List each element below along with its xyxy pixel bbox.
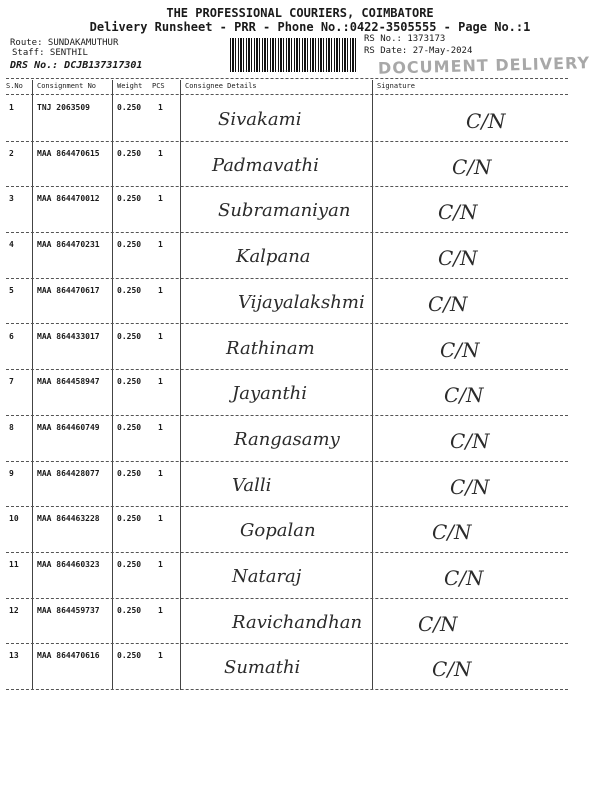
serial-number: 2	[9, 148, 14, 158]
pieces-count: 1	[158, 194, 163, 204]
serial-number: 8	[9, 422, 14, 432]
pieces-count: 1	[158, 560, 163, 569]
consignee-name: Jayanthi	[232, 383, 308, 405]
serial-number: 3	[9, 194, 14, 204]
weight-value: 0.250	[117, 605, 142, 615]
barcode-image	[230, 38, 356, 72]
table-row	[0, 553, 600, 598]
consignment-number: MAA 864460323	[37, 560, 100, 569]
pieces-count: 1	[158, 605, 163, 615]
serial-number: 9	[9, 468, 14, 478]
weight-value: 0.250	[117, 194, 142, 204]
consignee-name: Sivakami	[218, 109, 302, 130]
signature-mark: C/N	[450, 474, 490, 499]
consignment-number: MAA 864470231	[37, 240, 100, 250]
col-header-consignee: Consignee Details	[185, 82, 257, 90]
pieces-count: 1	[158, 514, 163, 524]
consignment-number: MAA 864458947	[37, 377, 100, 387]
weight-value: 0.250	[117, 285, 142, 295]
pieces-count: 1	[158, 240, 163, 250]
weight-value: 0.250	[117, 240, 142, 250]
table-row	[0, 279, 600, 324]
consignment-number: MAA 864459737	[37, 605, 100, 615]
header-bottom-rule	[6, 94, 568, 95]
signature-mark: C/N	[438, 246, 478, 271]
pieces-count: 1	[158, 148, 163, 158]
serial-number: 5	[9, 285, 14, 295]
signature-mark: C/N	[418, 611, 458, 636]
signature-mark: C/N	[438, 200, 478, 225]
drs-number: DRS No.: DCJB137317301	[10, 60, 143, 71]
signature-mark: C/N	[440, 337, 480, 362]
serial-number: 13	[9, 651, 19, 661]
weight-value: 0.250	[117, 422, 142, 432]
consignee-name: Subramaniyan	[218, 200, 351, 222]
table-row	[0, 233, 600, 278]
consignee-name: Gopalan	[240, 520, 316, 542]
table-row	[0, 96, 600, 141]
signature-mark: C/N	[432, 520, 472, 545]
table-row	[0, 416, 600, 461]
pieces-count: 1	[158, 103, 163, 112]
col-header-consignment: Consignment No	[37, 82, 97, 90]
table-row	[0, 370, 600, 415]
weight-value: 0.250	[117, 377, 142, 387]
signature-mark: C/N	[444, 566, 484, 590]
serial-number: 10	[9, 514, 19, 524]
consignee-name: Valli	[232, 474, 272, 496]
consignment-number: MAA 864470616	[37, 651, 100, 661]
table-row	[0, 142, 600, 187]
consignee-name: Ravichandhan	[232, 611, 363, 633]
pieces-count: 1	[158, 331, 163, 341]
weight-value: 0.250	[117, 560, 142, 569]
col-header-signature: Signature	[377, 82, 415, 90]
table-row	[0, 599, 600, 644]
consignment-number: MAA 864460749	[37, 422, 100, 432]
serial-number: 7	[9, 377, 14, 387]
serial-number: 6	[9, 331, 14, 341]
serial-number: 11	[9, 560, 19, 569]
consignee-name: Sumathi	[224, 657, 301, 679]
consignee-name: Nataraj	[232, 566, 302, 587]
consignment-number: MAA 864433017	[37, 331, 100, 341]
rs-number: RS No.: 1373173	[364, 34, 446, 44]
signature-mark: C/N	[432, 657, 472, 682]
table-row	[0, 507, 600, 552]
consignment-number: MAA 864470617	[37, 285, 100, 295]
consignee-name: Vijayalakshmi	[238, 291, 365, 313]
signature-mark: C/N	[452, 154, 492, 179]
weight-value: 0.250	[117, 103, 142, 112]
signature-mark: C/N	[428, 291, 468, 316]
table-row	[0, 325, 600, 370]
header-top-rule	[6, 78, 568, 79]
runsheet-title: Delivery Runsheet - PRR - Phone No.:0422-3505555 - Page No.:1	[89, 20, 531, 34]
table-row	[0, 187, 600, 232]
col-header-weight: Weight	[117, 82, 143, 90]
col-header-pcs: PCS	[152, 82, 165, 90]
consignment-number: MAA 864428077	[37, 468, 100, 478]
weight-value: 0.250	[117, 148, 142, 158]
consignee-name: Rangasamy	[234, 428, 340, 450]
consignment-number: TNJ 2063509	[37, 103, 90, 112]
signature-mark: C/N	[466, 109, 506, 133]
route-label: Route: SUNDAKAMUTHUR	[10, 38, 119, 48]
weight-value: 0.250	[117, 468, 142, 478]
consignee-name: Kalpana	[236, 246, 311, 268]
weight-value: 0.250	[117, 651, 142, 661]
weight-value: 0.250	[117, 331, 142, 341]
consignment-number: MAA 864470615	[37, 148, 100, 158]
rs-date: RS Date: 27-May-2024	[364, 46, 473, 56]
consignee-name: Rathinam	[226, 337, 315, 359]
consignment-number: MAA 864463228	[37, 514, 100, 524]
table-row	[0, 644, 600, 689]
serial-number: 4	[9, 240, 14, 250]
signature-mark: C/N	[444, 383, 484, 408]
serial-number: 1	[9, 103, 14, 112]
pieces-count: 1	[158, 422, 163, 432]
pieces-count: 1	[158, 285, 163, 295]
serial-number: 12	[9, 605, 19, 615]
signature-mark: C/N	[450, 428, 490, 453]
consignee-name: Padmavathi	[212, 154, 319, 176]
col-header-sno: S.No	[6, 82, 23, 90]
consignment-number: MAA 864470012	[37, 194, 100, 204]
pieces-count: 1	[158, 651, 163, 661]
table-row	[0, 462, 600, 507]
pieces-count: 1	[158, 377, 163, 387]
pieces-count: 1	[158, 468, 163, 478]
document-delivery-stamp: DOCUMENT DELIVERY	[377, 53, 591, 78]
staff-label: Staff: SENTHIL	[12, 48, 88, 58]
row-divider	[6, 689, 568, 690]
weight-value: 0.250	[117, 514, 142, 524]
company-name: THE PROFESSIONAL COURIERS, COIMBATORE	[166, 6, 434, 20]
